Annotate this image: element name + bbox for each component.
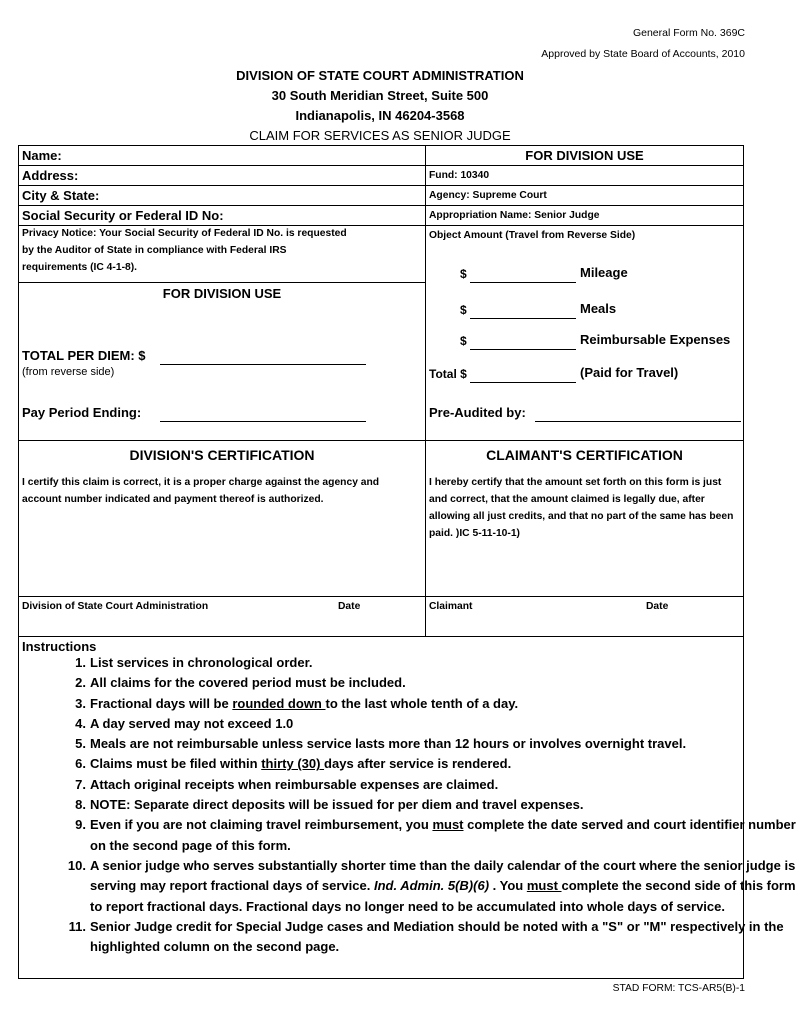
approval-note: Approved by State Board of Accounts, 2010 bbox=[541, 48, 745, 60]
division-date-label: Date bbox=[338, 601, 361, 612]
division-heading: DIVISION OF STATE COURT ADMINISTRATION bbox=[236, 68, 524, 83]
form-number: General Form No. 369C bbox=[632, 27, 745, 39]
claimant-certification-title: CLAIMANT'S CERTIFICATION bbox=[486, 447, 683, 463]
pay-period-label: Pay Period Ending: bbox=[22, 405, 142, 420]
appropriation-label: Appropriation Name: Senior Judge bbox=[429, 210, 600, 221]
list-item: 4. A day served may not exceed 1.0 bbox=[75, 715, 294, 731]
privacy-notice-line: by the Auditor of State in compliance with Federal IRS bbox=[22, 245, 287, 256]
mileage-dollar: $ bbox=[460, 267, 467, 281]
total-field[interactable] bbox=[470, 382, 576, 383]
paid-travel-label: (Paid for Travel) bbox=[580, 365, 679, 380]
mileage-field[interactable] bbox=[470, 282, 576, 283]
fund-label: Fund: 10340 bbox=[429, 170, 490, 181]
list-item: 1. List services in chronological order. bbox=[75, 655, 313, 670]
total-per-diem-field[interactable] bbox=[160, 364, 366, 365]
city-state-label: City & State: bbox=[22, 188, 100, 203]
claimant-date-label: Date bbox=[646, 601, 669, 612]
row-divider bbox=[425, 205, 744, 206]
total-label: Total $ bbox=[429, 367, 467, 381]
row-divider bbox=[425, 185, 744, 186]
list-item: 5. Meals are not reimbursable unless service lasts more than 12 hours or involves overnight travel. bbox=[75, 736, 687, 752]
instructions-list bbox=[30, 653, 805, 957]
privacy-notice-line: requirements (IC 4-1-8). bbox=[22, 262, 138, 273]
list-item: 3. Fractional days will be rounded down to the last whole tenth of a day. bbox=[75, 695, 519, 711]
claimant-signature-label: Claimant bbox=[429, 601, 473, 612]
reimbursable-label: Reimbursable Expenses bbox=[580, 332, 731, 347]
from-reverse-note: (from reverse side) bbox=[22, 366, 115, 378]
city-address: Indianapolis, IN 46204-3568 bbox=[295, 108, 465, 123]
row-divider bbox=[425, 225, 744, 226]
reimbursable-dollar: $ bbox=[460, 334, 467, 348]
list-item: 9. Even if you are not claiming travel reimbursement, you must complete the date served and court identifier number on the second page of this form. bbox=[75, 817, 796, 853]
privacy-notice-line: Privacy Notice: Your Social Security of Federal ID No. is requested bbox=[22, 228, 347, 239]
reimbursable-field[interactable] bbox=[470, 349, 576, 350]
mileage-label: Mileage bbox=[580, 265, 628, 280]
ssn-label: Social Security or Federal ID No: bbox=[22, 208, 224, 223]
street-address: 30 South Meridian Street, Suite 500 bbox=[271, 88, 489, 103]
list-item: 7. Attach original receipts when reimbursable expenses are claimed. bbox=[75, 776, 499, 792]
stad-form-number: STAD FORM: TCS-AR5(B)-1 bbox=[612, 983, 745, 994]
row-divider bbox=[18, 185, 426, 186]
form-title: CLAIM FOR SERVICES AS SENIOR JUDGE bbox=[249, 128, 511, 143]
meals-label: Meals bbox=[580, 301, 617, 316]
list-item: 11. Senior Judge credit for Special Judge cases and Mediation should be noted with a "S" or "M" respectively in the highlighted column on the second page. bbox=[68, 918, 784, 955]
division-certification-title: DIVISION'S CERTIFICATION bbox=[129, 447, 315, 463]
list-item: 8. NOTE: Separate direct deposits will be issued for per diem and travel expenses. bbox=[75, 797, 584, 813]
object-amount-label: Object Amount (Travel from Reverse Side) bbox=[429, 230, 636, 241]
meals-field[interactable] bbox=[470, 318, 576, 319]
row-divider bbox=[18, 282, 426, 283]
division-certification-text: I certify this claim is correct, it is a proper charge against the agency and account number indicated and payment thereof is authorized. bbox=[22, 477, 380, 505]
row-divider bbox=[18, 225, 426, 226]
instructions-heading: Instructions bbox=[22, 639, 97, 654]
row-divider bbox=[425, 165, 744, 166]
agency-label: Agency: Supreme Court bbox=[429, 190, 547, 201]
name-label: Name: bbox=[22, 148, 62, 163]
left-division-use: FOR DIVISION USE bbox=[162, 286, 282, 301]
total-per-diem-label: TOTAL PER DIEM: $ bbox=[22, 348, 146, 363]
row-divider bbox=[18, 165, 426, 166]
pre-audited-field[interactable] bbox=[535, 421, 741, 422]
right-division-use: FOR DIVISION USE bbox=[525, 148, 644, 163]
meals-dollar: $ bbox=[460, 303, 467, 317]
list-item: 6. Claims must be filed within thirty (30) days after service is rendered. bbox=[75, 756, 512, 772]
list-item: 2. All claims for the covered period must be included. bbox=[75, 675, 406, 691]
pay-period-field[interactable] bbox=[160, 421, 366, 422]
address-label: Address: bbox=[22, 168, 79, 183]
row-divider bbox=[18, 205, 426, 206]
claimant-certification-text: I hereby certify that the amount set forth on this form is just and correct, that the amount claimed is legally due, after allowing all just credits, and that no part of the same has been paid. )IC 5-11-10-1) bbox=[429, 477, 734, 539]
division-signature-label: Division of State Court Administration bbox=[22, 601, 209, 612]
pre-audited-label: Pre-Audited by: bbox=[429, 405, 526, 420]
list-item: 10. A senior judge who serves substantially shorter time than the daily calendar of the court where the senior judge is serving may report fractional days of service. Ind. Admin. 5(B)(6) . You must complete the second side of this form to report fractional days. Fractional days no longer need to be accumulated into whole days of service. bbox=[67, 857, 796, 914]
